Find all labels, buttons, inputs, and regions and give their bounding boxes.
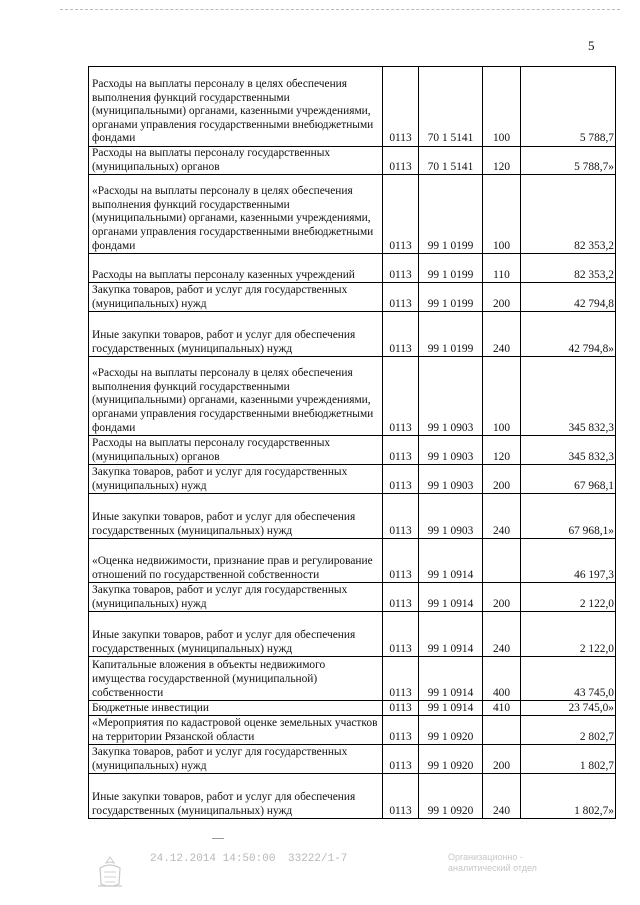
section-code-cell: 0113 (383, 67, 419, 147)
target-article-cell: 99 1 0199 (419, 254, 483, 283)
section-code-cell: 0113 (383, 701, 419, 716)
section-code-cell: 0113 (383, 494, 419, 539)
table-row (89, 701, 616, 716)
section-code-cell: 0113 (383, 147, 419, 175)
table-row (89, 539, 616, 583)
target-article-cell: 99 1 0199 (419, 312, 483, 357)
section-code-cell: 0113 (383, 716, 419, 745)
section-code-cell: 0113 (383, 583, 419, 612)
table-row (89, 745, 616, 774)
expense-type-cell: 240 (483, 494, 521, 539)
target-article-cell: 99 1 0914 (419, 657, 483, 701)
expense-type-cell: 110 (483, 254, 521, 283)
amount-cell: 46 197,3 (521, 539, 616, 583)
expense-type-cell: 100 (483, 67, 521, 147)
expense-name-cell: «Расходы на выплаты персоналу в целях обеспечения выполнения функций государственными (муниципальными) органами, казенными учреждениями, органами управления государственными внебюджетными фондами (89, 175, 383, 254)
amount-cell: 42 794,8 (521, 283, 616, 312)
emblem-seal-icon (92, 854, 128, 890)
table-row (89, 583, 616, 612)
target-article-cell: 99 1 0914 (419, 583, 483, 612)
target-article-cell: 99 1 0903 (419, 494, 483, 539)
section-code-cell: 0113 (383, 175, 419, 254)
section-code-cell: 0113 (383, 283, 419, 312)
amount-cell: 2 122,0 (521, 583, 616, 612)
target-article-cell: 99 1 0914 (419, 612, 483, 657)
expense-name-cell: Бюджетные инвестиции (89, 701, 383, 716)
expense-type-cell: 240 (483, 774, 521, 819)
amount-cell: 42 794,8» (521, 312, 616, 357)
target-article-cell: 99 1 0199 (419, 175, 483, 254)
expense-type-cell: 200 (483, 583, 521, 612)
expense-name-cell: Расходы на выплаты персоналу казенных учреждений (89, 254, 383, 283)
section-code-cell: 0113 (383, 357, 419, 436)
budget-table (88, 66, 616, 819)
target-article-cell: 99 1 0920 (419, 774, 483, 819)
department-stamp (448, 852, 537, 874)
table-row (89, 494, 616, 539)
expense-name-cell: Расходы на выплаты персоналу государственных (муниципальных) органов (89, 436, 383, 465)
table-row (89, 612, 616, 657)
amount-cell: 82 353,2 (521, 175, 616, 254)
table-row (89, 254, 616, 283)
expense-name-cell: Капитальные вложения в объекты недвижимого имущества государственной (муниципальной) собственности (89, 657, 383, 701)
table-row (89, 67, 616, 147)
table-row (89, 283, 616, 312)
table-row (89, 436, 616, 465)
expense-name-cell: Расходы на выплаты персоналу в целях обеспечения выполнения функций государственными (муниципальными) органами, казенными учреждениями, органами управления государственными внебюджетными фондами (89, 67, 383, 147)
scan-mark (212, 838, 224, 842)
expense-name-cell: Закупка товаров, работ и услуг для государственных (муниципальных) нужд (89, 745, 383, 774)
scan-header-line (60, 9, 620, 12)
table-row (89, 147, 616, 175)
expense-name-cell: «Мероприятия по кадастровой оценке земельных участков на территории Рязанской области (89, 716, 383, 745)
target-article-cell: 99 1 0914 (419, 701, 483, 716)
section-code-cell: 0113 (383, 612, 419, 657)
table-row (89, 716, 616, 745)
expense-type-cell (483, 539, 521, 583)
section-code-cell: 0113 (383, 539, 419, 583)
table-row (89, 465, 616, 494)
expense-name-cell: Иные закупки товаров, работ и услуг для обеспечения государственных (муниципальных) нужд (89, 312, 383, 357)
amount-cell: 5 788,7» (521, 147, 616, 175)
stamp-line-1: Организационно - (448, 852, 523, 862)
expense-name-cell: «Оценка недвижимости, признание прав и регулирование отношений по государственной собственности (89, 539, 383, 583)
section-code-cell: 0113 (383, 774, 419, 819)
section-code-cell: 0113 (383, 436, 419, 465)
footer-doc-number: 33222/1-7 (288, 853, 348, 865)
expense-name-cell: Расходы на выплаты персоналу государственных (муниципальных) органов (89, 147, 383, 175)
target-article-cell: 99 1 0914 (419, 539, 483, 583)
target-article-cell: 99 1 0920 (419, 716, 483, 745)
stamp-line-2: аналитический отдел (448, 863, 537, 873)
expense-name-cell: Закупка товаров, работ и услуг для государственных (муниципальных) нужд (89, 583, 383, 612)
section-code-cell: 0113 (383, 745, 419, 774)
amount-cell: 345 832,3 (521, 436, 616, 465)
amount-cell: 23 745,0» (521, 701, 616, 716)
amount-cell: 1 802,7 (521, 745, 616, 774)
amount-cell: 2 802,7 (521, 716, 616, 745)
expense-name-cell: Иные закупки товаров, работ и услуг для обеспечения государственных (муниципальных) нужд (89, 494, 383, 539)
expense-type-cell: 200 (483, 465, 521, 494)
budget-table-body (89, 67, 616, 819)
target-article-cell: 70 1 5141 (419, 147, 483, 175)
target-article-cell: 99 1 0903 (419, 436, 483, 465)
amount-cell: 1 802,7» (521, 774, 616, 819)
table-row (89, 774, 616, 819)
table-row (89, 357, 616, 436)
section-code-cell: 0113 (383, 465, 419, 494)
section-code-cell: 0113 (383, 657, 419, 701)
expense-name-cell: Закупка товаров, работ и услуг для государственных (муниципальных) нужд (89, 465, 383, 494)
expense-name-cell: Иные закупки товаров, работ и услуг для обеспечения государственных (муниципальных) нужд (89, 612, 383, 657)
amount-cell: 2 122,0 (521, 612, 616, 657)
expense-name-cell: Иные закупки товаров, работ и услуг для обеспечения государственных (муниципальных) нужд (89, 774, 383, 819)
expense-type-cell: 120 (483, 436, 521, 465)
section-code-cell: 0113 (383, 312, 419, 357)
amount-cell: 67 968,1» (521, 494, 616, 539)
footer-datetime: 24.12.2014 14:50:00 (150, 853, 276, 865)
expense-type-cell: 240 (483, 312, 521, 357)
expense-type-cell: 100 (483, 357, 521, 436)
expense-type-cell: 200 (483, 745, 521, 774)
expense-type-cell: 240 (483, 612, 521, 657)
amount-cell: 67 968,1 (521, 465, 616, 494)
table-row (89, 312, 616, 357)
expense-name-cell: Закупка товаров, работ и услуг для государственных (муниципальных) нужд (89, 283, 383, 312)
table-row (89, 657, 616, 701)
amount-cell: 43 745,0 (521, 657, 616, 701)
target-article-cell: 70 1 5141 (419, 67, 483, 147)
target-article-cell: 99 1 0903 (419, 357, 483, 436)
amount-cell: 345 832,3 (521, 357, 616, 436)
expense-type-cell (483, 716, 521, 745)
amount-cell: 5 788,7 (521, 67, 616, 147)
target-article-cell: 99 1 0199 (419, 283, 483, 312)
expense-type-cell: 400 (483, 657, 521, 701)
page-number: 5 (588, 38, 595, 53)
table-row (89, 175, 616, 254)
expense-type-cell: 120 (483, 147, 521, 175)
expense-type-cell: 100 (483, 175, 521, 254)
expense-type-cell: 410 (483, 701, 521, 716)
expense-type-cell: 200 (483, 283, 521, 312)
section-code-cell: 0113 (383, 254, 419, 283)
amount-cell: 82 353,2 (521, 254, 616, 283)
target-article-cell: 99 1 0903 (419, 465, 483, 494)
expense-name-cell: «Расходы на выплаты персоналу в целях обеспечения выполнения функций государственными (муниципальными) органами, казенными учреждениями, органами управления государственными внебюджетными фондами (89, 357, 383, 436)
target-article-cell: 99 1 0920 (419, 745, 483, 774)
